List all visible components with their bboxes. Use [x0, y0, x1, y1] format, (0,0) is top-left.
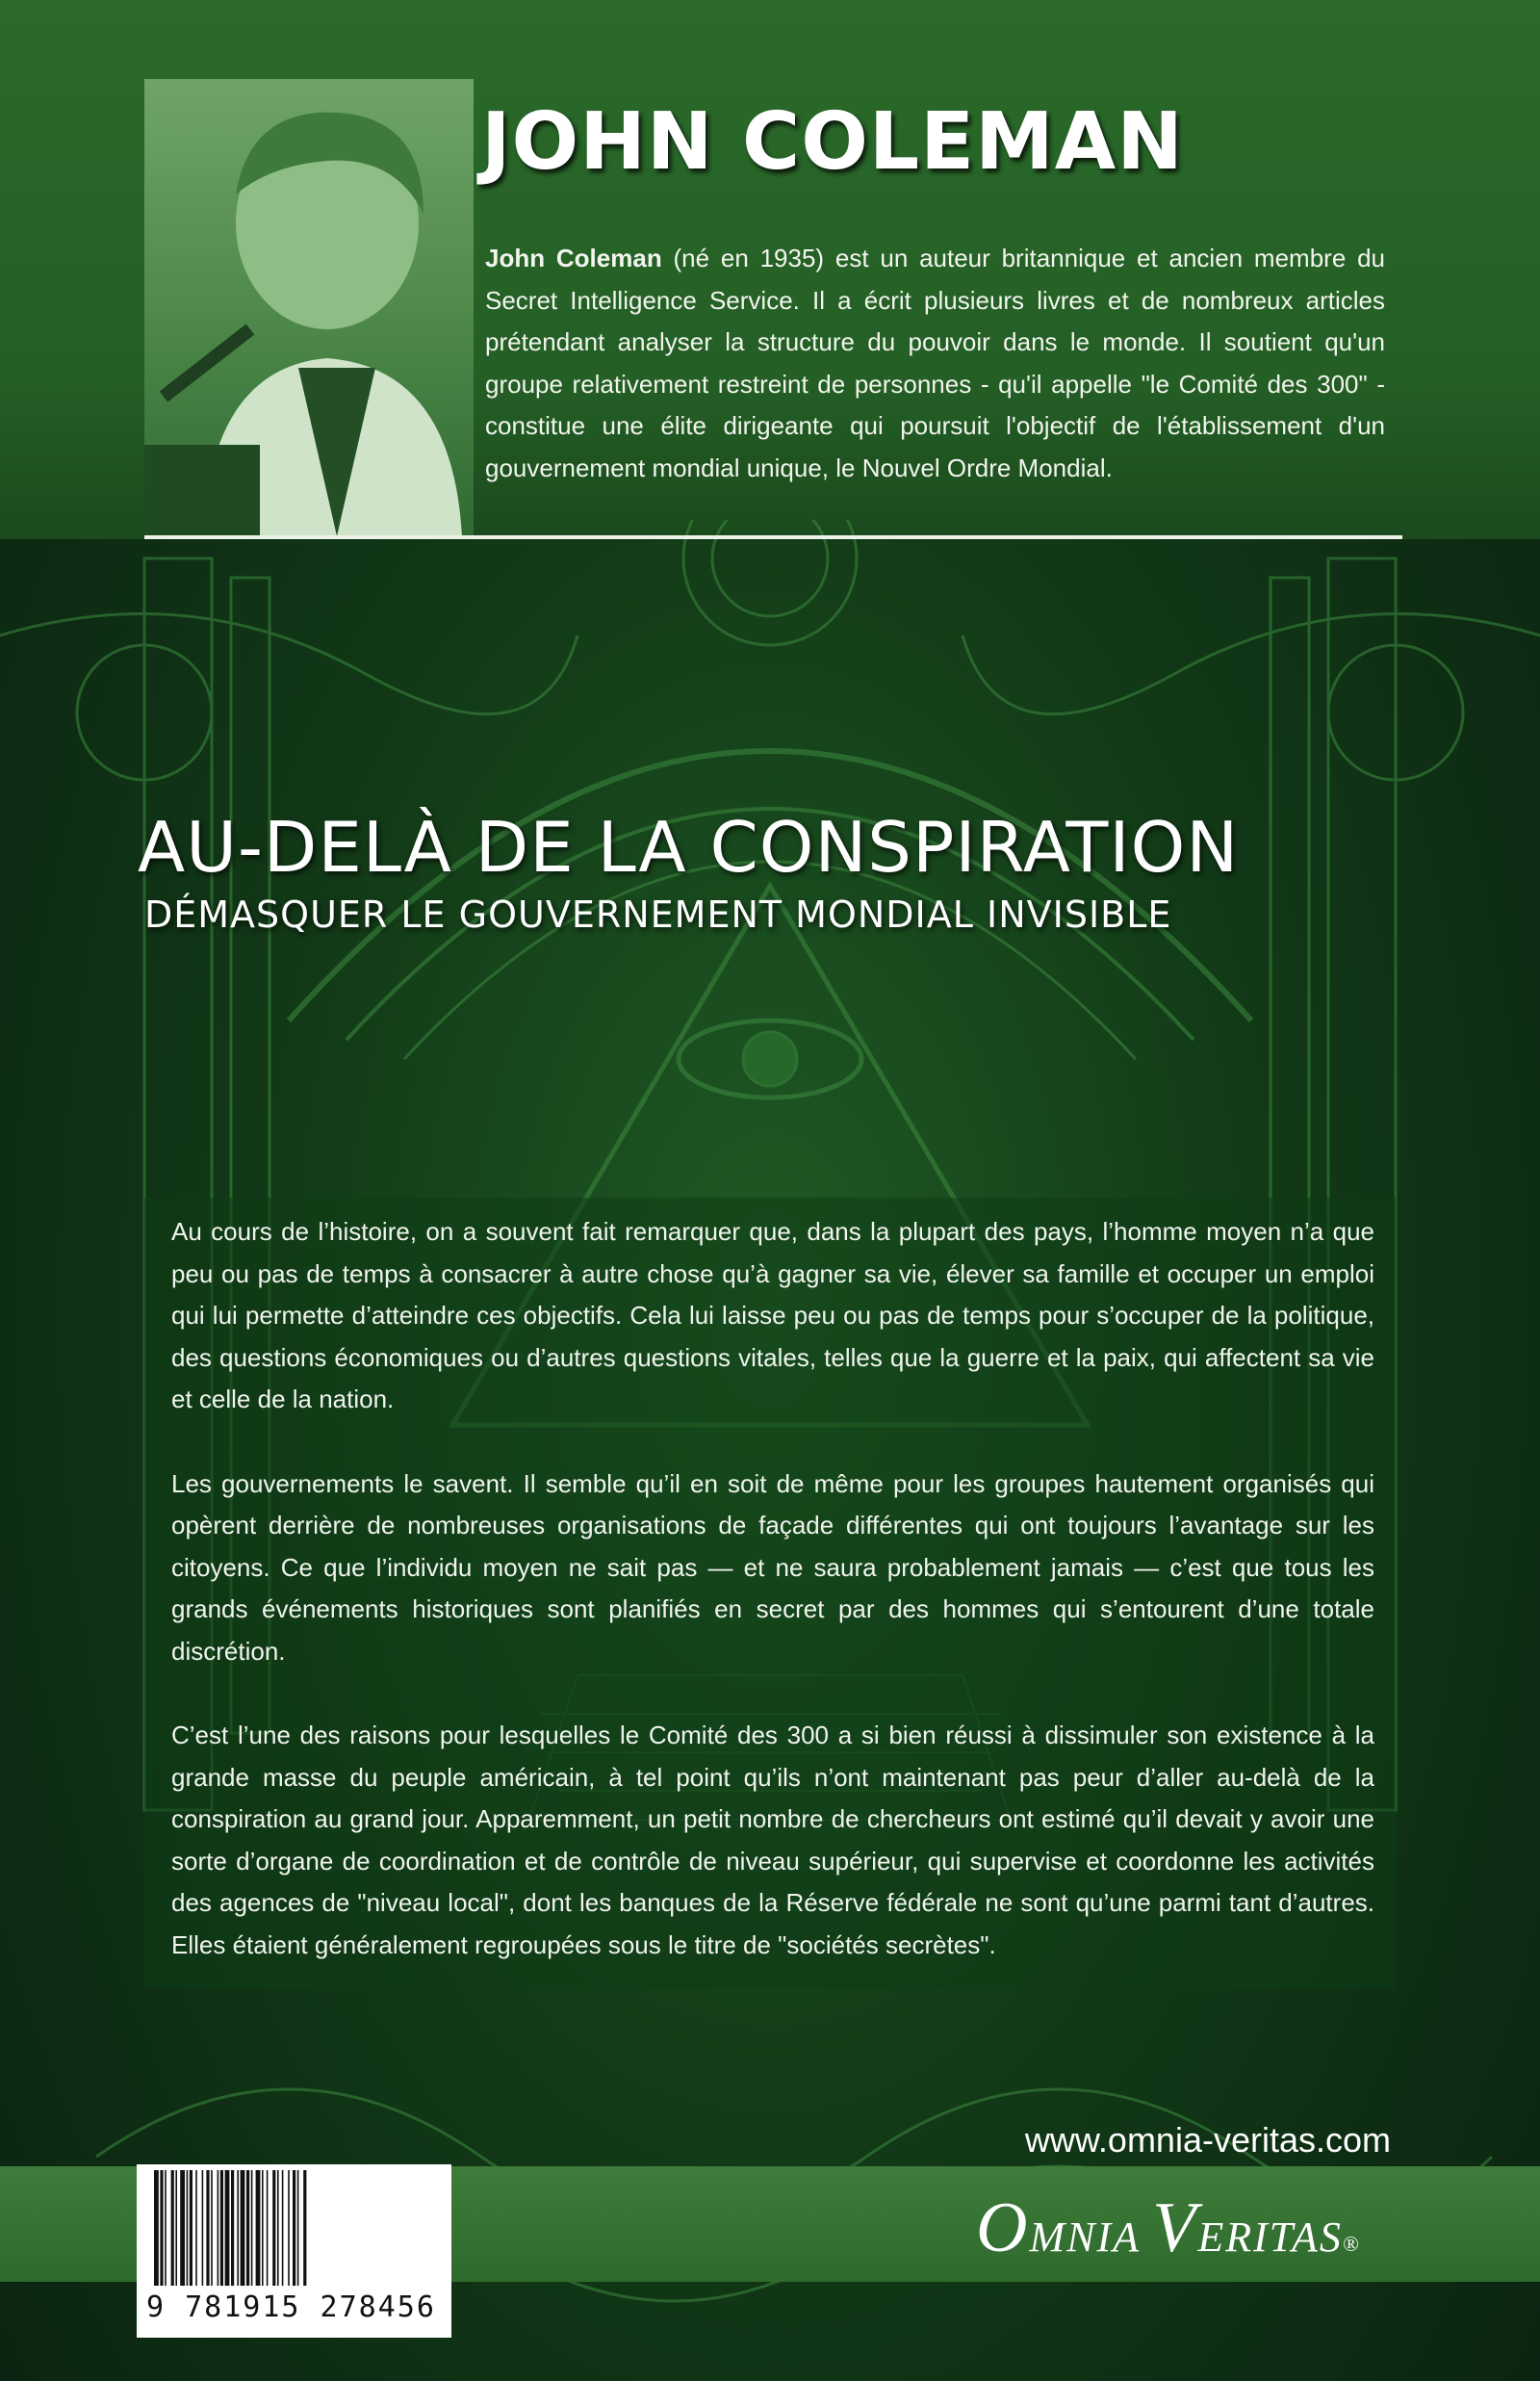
barcode-bar [237, 2170, 239, 2286]
barcode-bars [154, 2170, 433, 2290]
barcode-bar [282, 2170, 284, 2286]
publisher-logo [976, 2184, 1399, 2270]
blurb-paragraph: Au cours de l’histoire, on a souvent fait remarquer que, dans la plupart des pays, l’homme moyen n’a que peu ou pas de temps à consacrer à autre chose qu’à gagner sa vie, élever sa famille et occuper un emploi qui lui permette d’atteindre ces objectifs. Cela lui laisse peu ou pas de temps pour s’occuper de la politique, des questions économiques ou d’autres questions vitales, telles que la guerre et la paix, qui affectent sa vie et celle de la nation. [171, 1217, 1374, 1413]
barcode-bar [190, 2170, 192, 2286]
barcode-bar [211, 2170, 213, 2286]
section-divider [144, 535, 1402, 539]
isbn-number: 9 781915 278456 [146, 2290, 436, 2324]
barcode-bar [202, 2170, 204, 2286]
barcode-bar [246, 2170, 249, 2286]
barcode-bar [256, 2170, 261, 2286]
book-subtitle: DÉMASQUER LE GOUVERNEMENT MONDIAL INVISIBLE [144, 893, 1172, 936]
barcode-bar [165, 2170, 167, 2286]
barcode-bar [231, 2170, 234, 2286]
author-bio [485, 238, 1385, 489]
blurb-text [171, 1211, 1374, 2008]
barcode-bar [218, 2170, 219, 2286]
barcode-bar [171, 2170, 174, 2286]
barcode-bar [293, 2170, 295, 2286]
blurb-paragraph: C’est l’une des raisons pour lesquelles le Comité des 300 a si bien réussi à dissimuler son existence à la grande masse du peuple américain, à tel point qu’ils n’ont maintenant pas peur d’aller au-delà de la conspiration au grand jour. Apparemment, un petit nombre de chercheurs ont estimé qu’il devait y avoir une sorte d’organe de coordination et de contrôle de niveau supérieur, qui supervise et coordonne les activités des agences de "niveau local", dont les banques de la Réserve fédérale ne sont qu’une parmi tant d’autres. Elles étaient généralement regroupées sous le titre de "sociétés secrètes". [171, 1721, 1374, 1959]
barcode-bar [303, 2170, 306, 2286]
barcode-bar [225, 2170, 230, 2286]
barcode-bar [251, 2170, 253, 2286]
barcode-bar [272, 2170, 275, 2286]
barcode-bar [297, 2170, 299, 2286]
barcode-bar [206, 2170, 209, 2286]
author-portrait-image [144, 79, 474, 536]
barcode [137, 2164, 451, 2338]
barcode-bar [267, 2170, 269, 2286]
barcode-bar [288, 2170, 290, 2286]
publisher-logo-text: OMNIA VERITAS® [976, 2188, 1361, 2267]
book-title: AU-DELÀ DE LA CONSPIRATION [138, 807, 1240, 888]
barcode-bar [154, 2170, 159, 2286]
barcode-bar [241, 2170, 245, 2286]
barcode-bar [220, 2170, 223, 2286]
barcode-bar [175, 2170, 177, 2286]
barcode-bar [262, 2170, 264, 2286]
author-name-heading: JOHN COLEMAN [481, 96, 1184, 188]
author-bio-text: (né en 1935) est un auteur britannique et ancien membre du Secret Intelligence Service. Il a écrit plusieurs livres et de nombreux articles prétendant analyser la structure du pouvoir dans le monde. Il soutient qu'un groupe relativement restreint de personnes - qu'il appelle "le Comité des 300" - constitue une élite dirigeante qui poursuit l'objectif de l'établissement d'un gouvernement mondial unique, le Nouvel Ordre Mondial. [485, 244, 1385, 482]
barcode-bar [195, 2170, 197, 2286]
barcode-bar [160, 2170, 163, 2286]
author-photo [144, 79, 474, 536]
blurb-paragraph: Les gouvernements le savent. Il semble qu’il en soit de même pour les groupes hautement organisés qui opèrent derrière de nombreuses organisations de façade différentes qui ont toujours l’avantage sur les citoyens. Ce que l’individu moyen ne sait pas — et ne saura probablement jamais — c’est que tous les grands événements historiques sont planifiés en secret par des hommes qui s’entourent d’une totale discrétion. [171, 1468, 1374, 1666]
barcode-bar [187, 2170, 189, 2286]
author-bio-name: John Coleman [485, 244, 662, 272]
publisher-website: www.omnia-veritas.com [1024, 2120, 1391, 2160]
barcode-bar [277, 2170, 279, 2286]
barcode-bar [180, 2170, 185, 2286]
